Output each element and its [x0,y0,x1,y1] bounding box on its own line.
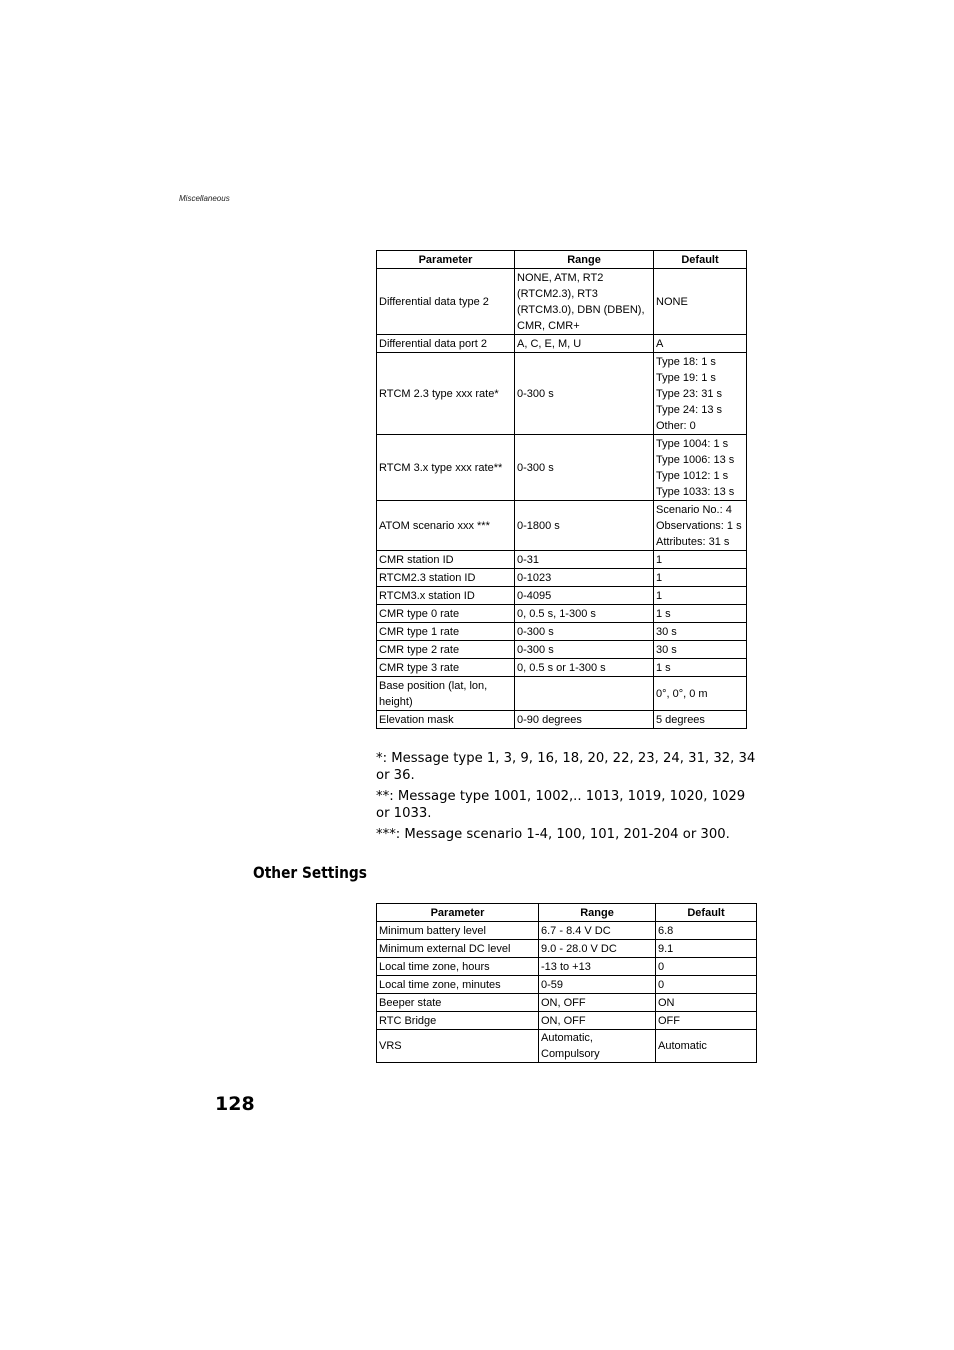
range-cell [515,501,654,551]
parameter-cell: Differential data port 2 [377,335,515,353]
default-cell [654,269,747,335]
parameter-cell: CMR type 1 rate [377,623,515,641]
parameter-cell: Minimum external DC level [377,940,539,958]
default-cell [654,551,747,569]
table-row [377,711,747,729]
default-line: Type 23: 31 s [656,387,723,400]
range-line: 0-31 [517,553,540,566]
parameter-cell: Beeper state [377,994,539,1012]
default-line: 1 [656,553,663,566]
parameter-cell: RTCM 3.x type xxx rate** [377,435,515,501]
table-header-row [377,904,757,922]
default-line: 1 [656,571,663,584]
parameter-cell: Local time zone, hours [377,958,539,976]
parameter-cell: CMR type 3 rate [377,659,515,677]
default-cell [654,501,747,551]
range-cell: 6.7 - 8.4 V DC [539,922,656,940]
default-line: 1 [656,589,663,602]
table-header-row [377,251,747,269]
range-line: A, C, E, M, U [517,337,582,350]
default-line: Observations: 1 s [656,519,742,532]
table-row [377,1012,757,1030]
table-row [377,569,747,587]
default-cell: ON [656,994,757,1012]
section-title: Other Settings [253,863,367,882]
range-line: (RTCM3.0), DBN (DBEN), [517,303,645,316]
default-cell [654,335,747,353]
table-row [377,335,747,353]
range-line: 0-300 s [517,643,554,656]
parameter-cell: CMR type 0 rate [377,605,515,623]
range-line: 0-300 s [517,387,554,400]
range-cell [515,641,654,659]
range-cell [515,435,654,501]
default-line: 30 s [656,643,677,656]
table-row [377,994,757,1012]
parameter-cell: CMR type 2 rate [377,641,515,659]
default-line: 1 s [656,661,671,674]
parameter-cell: VRS [377,1030,539,1063]
default-line: NONE [656,295,688,308]
default-line: Type 19: 1 s [656,371,716,384]
default-line: Type 1004: 1 s [656,437,729,450]
table-row [377,435,747,501]
default-line: Type 1033: 13 s [656,485,735,498]
range-line: 0-1023 [517,571,552,584]
default-line: A [656,337,664,350]
table-row [377,641,747,659]
parameter-cell: CMR station ID [377,551,515,569]
parameter-cell: Elevation mask [377,711,515,729]
parameter-cell: Differential data type 2 [377,269,515,335]
column-header: Default [654,251,747,269]
default-line: Type 24: 13 s [656,403,723,416]
footnote: ***: Message scenario 1-4, 100, 101, 201-204 or 300. [376,827,730,842]
default-cell [654,641,747,659]
table-row [377,958,757,976]
parameter-cell: RTCM 2.3 type xxx rate* [377,353,515,435]
table-row [377,501,747,551]
range-cell [515,659,654,677]
table-row [377,269,747,335]
default-line: Scenario No.: 4 [656,503,732,516]
parameter-cell: Minimum battery level [377,922,539,940]
default-line: 30 s [656,625,677,638]
footnote: **: Message type 1001, 1002,.. 1013, 1019, 1020, 1029 or 1033. [376,789,746,821]
range-cell [515,353,654,435]
range-line: 0-4095 [517,589,552,602]
base-settings-table [376,250,747,729]
table-body [377,922,757,1063]
column-header: Default [656,904,757,922]
range-line: NONE, ATM, RT2 [517,271,604,284]
range-cell [515,569,654,587]
parameter-cell: RTC Bridge [377,1012,539,1030]
range-line: 0, 0.5 s, 1-300 s [517,607,596,620]
table-row [377,353,747,435]
range-cell: Automatic, Compulsory [539,1030,656,1063]
parameter-cell: Base position (lat, lon, height) [377,677,515,711]
column-header: Range [515,251,654,269]
range-cell [515,551,654,569]
range-cell [515,623,654,641]
parameter-cell: Local time zone, minutes [377,976,539,994]
default-line: Type 1012: 1 s [656,469,729,482]
running-head: Miscellaneous [179,194,230,203]
table-row [377,659,747,677]
footnote: *: Message type 1, 3, 9, 16, 18, 20, 22, 23, 24, 31, 32, 34 or 36. [376,751,756,783]
column-header: Range [539,904,656,922]
default-cell [654,677,747,711]
range-line: CMR, CMR+ [517,319,580,332]
table-row [377,551,747,569]
default-cell [654,353,747,435]
table-row [377,976,757,994]
default-cell [654,711,747,729]
default-line: Other: 0 [656,419,696,432]
table-row [377,940,757,958]
table-row [377,677,747,711]
range-cell [515,269,654,335]
parameter-cell: RTCM2.3 station ID [377,569,515,587]
range-cell [515,587,654,605]
range-cell [515,711,654,729]
range-cell [515,605,654,623]
range-line: 0, 0.5 s or 1-300 s [517,661,606,674]
default-cell [654,569,747,587]
range-line: (RTCM2.3), RT3 [517,287,598,300]
default-cell [654,623,747,641]
default-line: Type 1006: 13 s [656,453,735,466]
default-line: 0°, 0°, 0 m [656,687,708,700]
default-cell [654,605,747,623]
table-row [377,1030,757,1063]
range-cell: -13 to +13 [539,958,656,976]
range-cell: ON, OFF [539,1012,656,1030]
default-cell [654,435,747,501]
other-settings-table [376,903,757,1063]
range-cell [515,335,654,353]
footnotes [376,750,756,847]
default-cell: 9.1 [656,940,757,958]
default-cell [654,587,747,605]
default-line: 1 s [656,607,671,620]
range-cell [515,677,654,711]
parameter-cell: ATOM scenario xxx *** [377,501,515,551]
range-line: 0-300 s [517,625,554,638]
default-cell: 0 [656,976,757,994]
table-body [377,269,747,729]
default-cell: Automatic [656,1030,757,1063]
range-line: 0-1800 s [517,519,560,532]
column-header: Parameter [377,251,515,269]
table-row [377,922,757,940]
default-line: Attributes: 31 s [656,535,730,548]
table-row [377,587,747,605]
column-header: Parameter [377,904,539,922]
table-row [377,623,747,641]
range-cell: ON, OFF [539,994,656,1012]
range-line: 0-90 degrees [517,713,582,726]
range-line: 0-300 s [517,461,554,474]
default-cell: OFF [656,1012,757,1030]
default-line: Type 18: 1 s [656,355,716,368]
page-number: 128 [215,1093,255,1115]
table-row [377,605,747,623]
default-line: 5 degrees [656,713,705,726]
parameter-cell: RTCM3.x station ID [377,587,515,605]
default-cell [654,659,747,677]
range-cell: 9.0 - 28.0 V DC [539,940,656,958]
range-cell: 0-59 [539,976,656,994]
default-cell: 6.8 [656,922,757,940]
default-cell: 0 [656,958,757,976]
